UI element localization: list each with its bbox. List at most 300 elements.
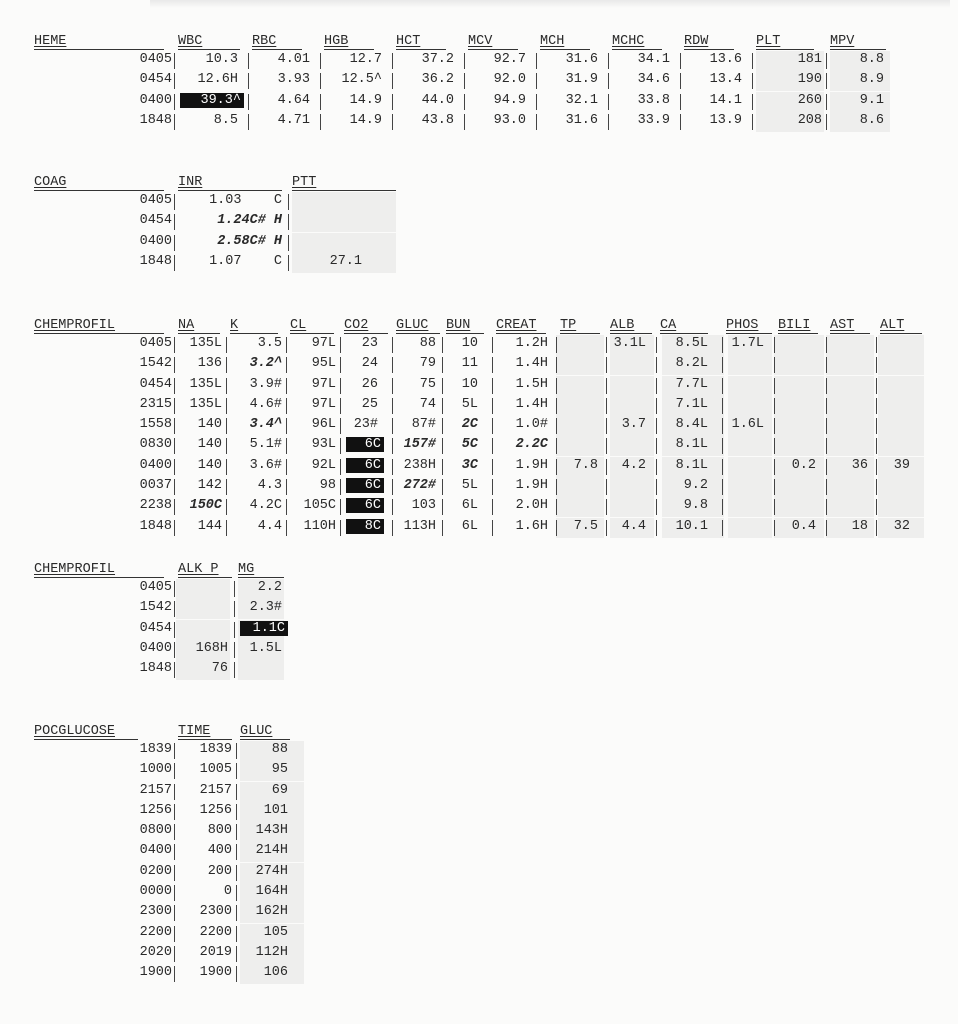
column-separator — [606, 398, 607, 414]
column-separator — [174, 642, 175, 658]
column-separator — [234, 662, 235, 678]
section-title-underline — [34, 49, 164, 50]
column-header-rdw: RDW — [684, 34, 709, 49]
coag-cell-inr: 1.03 C — [209, 193, 282, 208]
column-separator — [608, 114, 609, 130]
chem1-cell-creat: 2.2C — [515, 437, 548, 453]
column-separator — [174, 743, 175, 759]
column-separator — [442, 479, 443, 495]
cell-shading — [176, 620, 230, 640]
heme-cell-mcv: 92.7 — [493, 52, 526, 67]
column-separator — [320, 53, 321, 69]
column-separator — [392, 459, 393, 475]
column-separator — [464, 114, 465, 130]
scan-edge-shadow — [150, 0, 950, 8]
column-separator — [606, 459, 607, 475]
column-separator — [288, 214, 289, 230]
chem1-cell-cl: 95L — [311, 356, 336, 372]
poc-cell-time: 400 — [207, 843, 232, 859]
column-header-underline — [684, 49, 734, 50]
chem2-row-time: 1542 — [139, 600, 172, 616]
column-separator — [340, 459, 341, 475]
column-separator — [680, 94, 681, 110]
chem1-cell-k: 3.5 — [257, 336, 282, 351]
heme-row-time: 1848 — [139, 112, 172, 128]
column-separator — [286, 418, 287, 434]
column-separator — [392, 520, 393, 536]
column-separator — [236, 844, 237, 860]
column-separator — [442, 438, 443, 454]
column-separator — [174, 53, 175, 69]
chem2-cell-mg: 2.2 — [257, 580, 282, 595]
poc-cell-gluc: 214H — [255, 843, 288, 859]
column-separator — [876, 479, 877, 495]
poc-cell-time: 2300 — [199, 904, 232, 920]
column-separator — [174, 459, 175, 475]
heme-cell-plt: 260 — [797, 92, 822, 108]
section-title-underline — [34, 577, 164, 578]
chem1-cell-tp: 7.5 — [573, 518, 598, 534]
heme-cell-hct: 43.8 — [421, 112, 454, 128]
poc-cell-time: 1900 — [199, 965, 232, 981]
column-header-underline — [496, 333, 546, 334]
column-header-alk-p: ALK P — [178, 562, 219, 577]
chem1-cell-k: 4.2C — [249, 498, 282, 514]
column-separator — [826, 337, 827, 353]
column-separator — [826, 378, 827, 394]
chem1-cell-co2: 24 — [361, 356, 378, 372]
column-header-mchc: MCHC — [612, 34, 645, 49]
column-separator — [340, 337, 341, 353]
heme-cell-rbc: 4.01 — [277, 52, 310, 67]
column-separator — [174, 337, 175, 353]
column-separator — [226, 520, 227, 536]
column-separator — [236, 946, 237, 962]
cell-shading — [728, 518, 772, 538]
cell-shading — [176, 599, 230, 619]
chem1-row-time: 1558 — [139, 417, 172, 433]
column-separator — [492, 520, 493, 536]
chem1-cell-cl: 96L — [311, 417, 336, 433]
cell-shading — [826, 355, 874, 375]
column-header-underline — [240, 739, 290, 740]
column-header-co2: CO2 — [344, 318, 369, 333]
column-separator — [174, 235, 175, 251]
chem1-cell-na: 135L — [189, 376, 222, 392]
coag-cell-ptt: 27.1 — [329, 253, 362, 269]
column-header-underline — [178, 49, 240, 50]
heme-cell-plt: 181 — [797, 52, 822, 67]
column-separator — [876, 499, 877, 515]
cell-shading — [774, 477, 824, 497]
column-separator — [234, 581, 235, 597]
chem1-cell-ca: 10.1 — [675, 518, 708, 534]
column-separator — [174, 763, 175, 779]
column-separator — [174, 865, 175, 881]
chem1-cell-ca: 7.7L — [675, 376, 708, 392]
column-header-gluc: GLUC — [396, 318, 429, 333]
column-header-cl: CL — [290, 318, 307, 333]
cell-shading — [610, 376, 654, 396]
chem2-row-time: 1848 — [139, 661, 172, 677]
chem1-row-time: 1848 — [139, 518, 172, 534]
cell-shading — [292, 233, 396, 253]
column-separator — [174, 784, 175, 800]
column-separator — [286, 520, 287, 536]
poc-cell-gluc: 112H — [255, 944, 288, 960]
column-separator — [774, 479, 775, 495]
heme-cell-mch: 31.6 — [565, 112, 598, 128]
chem1-cell-tp: 7.8 — [573, 457, 598, 473]
column-separator — [174, 499, 175, 515]
column-separator — [656, 438, 657, 454]
column-header-gluc: GLUC — [240, 724, 273, 739]
heme-cell-mpv: 8.6 — [859, 112, 884, 128]
column-separator — [442, 378, 443, 394]
poc-cell-time: 0 — [223, 884, 232, 900]
chem1-cell-na: 135L — [189, 336, 222, 351]
column-header-underline — [612, 49, 662, 50]
column-separator — [492, 418, 493, 434]
cell-shading — [774, 355, 824, 375]
column-separator — [656, 398, 657, 414]
poc-row-time: 1900 — [139, 965, 172, 981]
column-separator — [680, 73, 681, 89]
column-separator — [340, 357, 341, 373]
poc-cell-time: 2200 — [199, 924, 232, 940]
heme-cell-mchc: 33.9 — [637, 112, 670, 128]
chem1-cell-creat: 1.0# — [515, 417, 548, 433]
poc-cell-gluc: 88 — [271, 742, 288, 757]
column-separator — [536, 53, 537, 69]
column-header-alb: ALB — [610, 318, 635, 333]
chem1-cell-alb: 4.2 — [621, 457, 646, 473]
column-separator — [492, 459, 493, 475]
column-separator — [876, 337, 877, 353]
column-separator — [234, 601, 235, 617]
poc-cell-gluc: 69 — [271, 782, 288, 798]
column-separator — [442, 520, 443, 536]
chem1-cell-bun: 6L — [461, 498, 478, 514]
column-separator — [556, 438, 557, 454]
column-separator — [174, 438, 175, 454]
chem1-cell-creat: 1.4H — [515, 396, 548, 412]
heme-cell-rbc: 4.71 — [277, 112, 310, 128]
column-header-underline — [830, 49, 886, 50]
chem1-cell-na: 140 — [197, 457, 222, 473]
column-separator — [288, 194, 289, 210]
column-separator — [174, 581, 175, 597]
chem2-row-time: 0454 — [139, 620, 172, 636]
poc-cell-time: 1005 — [199, 762, 232, 778]
column-separator — [392, 73, 393, 89]
heme-cell-mchc: 33.8 — [637, 92, 670, 108]
column-separator — [286, 378, 287, 394]
column-separator — [876, 378, 877, 394]
column-separator — [826, 94, 827, 110]
chem1-row-time: 0037 — [139, 478, 172, 494]
cell-shading — [826, 436, 874, 456]
column-separator — [826, 418, 827, 434]
column-header-mch: MCH — [540, 34, 565, 49]
coag-row-time: 0400 — [139, 233, 172, 249]
poc-cell-gluc: 164H — [255, 884, 288, 900]
column-separator — [826, 357, 827, 373]
poc-row-time: 2300 — [139, 904, 172, 920]
column-separator — [174, 601, 175, 617]
chem1-cell-gluc: 79 — [419, 356, 436, 372]
chem1-cell-creat: 1.5H — [515, 376, 548, 392]
column-separator — [492, 438, 493, 454]
column-separator — [442, 357, 443, 373]
column-separator — [236, 804, 237, 820]
column-separator — [226, 499, 227, 515]
cell-shading — [774, 376, 824, 396]
heme-cell-rdw: 14.1 — [709, 92, 742, 108]
heme-cell-hct: 44.0 — [421, 92, 454, 108]
heme-cell-wbc: 39.3^ — [180, 93, 244, 108]
cell-shading — [610, 477, 654, 497]
column-separator — [392, 499, 393, 515]
column-separator — [236, 865, 237, 881]
chem1-cell-creat: 2.0H — [515, 498, 548, 514]
chem1-cell-gluc: 87# — [411, 417, 436, 433]
chem1-cell-alb: 3.1L — [613, 336, 646, 351]
chem1-cell-co2: 23 — [361, 336, 378, 351]
chem1-cell-bun: 5C — [461, 437, 478, 453]
column-separator — [286, 357, 287, 373]
column-separator — [556, 479, 557, 495]
column-header-underline — [344, 333, 388, 334]
column-separator — [248, 53, 249, 69]
column-separator — [340, 378, 341, 394]
cell-shading — [610, 396, 654, 416]
chem1-cell-alt: 39 — [893, 457, 910, 473]
heme-row-time: 0454 — [139, 72, 172, 88]
chem2-section-title: CHEMPROFIL — [34, 562, 116, 577]
cell-shading — [878, 355, 924, 375]
column-separator — [392, 94, 393, 110]
column-header-underline — [778, 333, 818, 334]
chem1-cell-cl: 93L — [311, 437, 336, 453]
section-title-underline — [34, 190, 164, 191]
column-separator — [174, 378, 175, 394]
cell-shading — [878, 376, 924, 396]
chem1-cell-creat: 1.9H — [515, 457, 548, 473]
column-separator — [826, 438, 827, 454]
cell-shading — [556, 497, 604, 517]
chem1-cell-k: 3.9# — [249, 376, 282, 392]
cell-shading — [238, 660, 284, 680]
chem1-cell-bun: 10 — [461, 376, 478, 392]
chem1-cell-ca: 8.5L — [675, 336, 708, 351]
cell-shading — [826, 477, 874, 497]
column-separator — [174, 94, 175, 110]
column-separator — [236, 885, 237, 901]
column-separator — [174, 114, 175, 130]
heme-cell-mchc: 34.1 — [637, 52, 670, 67]
column-separator — [392, 418, 393, 434]
column-separator — [826, 520, 827, 536]
heme-cell-mcv: 94.9 — [493, 92, 526, 108]
column-header-tp: TP — [560, 318, 577, 333]
column-separator — [226, 337, 227, 353]
column-header-wbc: WBC — [178, 34, 203, 49]
column-separator — [340, 479, 341, 495]
column-separator — [556, 459, 557, 475]
cell-shading — [556, 376, 604, 396]
section-title-underline — [34, 333, 164, 334]
cell-shading — [728, 355, 772, 375]
column-separator — [656, 357, 657, 373]
chem2-cell-mg: 1.1C — [240, 621, 288, 636]
poc-row-time: 2020 — [139, 944, 172, 960]
column-header-plt: PLT — [756, 34, 781, 49]
chem1-cell-alb: 3.7 — [621, 417, 646, 433]
chem1-cell-ca: 9.8 — [683, 498, 708, 514]
column-separator — [606, 438, 607, 454]
column-separator — [442, 398, 443, 414]
heme-cell-wbc: 10.3 — [205, 52, 238, 67]
column-separator — [248, 73, 249, 89]
cell-shading — [728, 436, 772, 456]
chem1-cell-bili: 0.2 — [791, 457, 816, 473]
column-separator — [774, 357, 775, 373]
column-separator — [174, 398, 175, 414]
column-separator — [236, 926, 237, 942]
chem1-cell-k: 4.4 — [257, 518, 282, 534]
chem1-cell-bun: 5L — [461, 396, 478, 412]
column-separator — [286, 499, 287, 515]
heme-cell-wbc: 12.6H — [197, 72, 238, 88]
column-separator — [174, 926, 175, 942]
cell-shading — [610, 497, 654, 517]
cell-shading — [774, 436, 824, 456]
poc-cell-time: 2157 — [199, 782, 232, 798]
cell-shading — [826, 497, 874, 517]
column-separator — [556, 337, 557, 353]
heme-cell-hgb: 12.7 — [349, 52, 382, 67]
chem1-cell-gluc: 88 — [419, 336, 436, 351]
column-separator — [774, 418, 775, 434]
poc-row-time: 2157 — [139, 782, 172, 798]
poc-cell-gluc: 105 — [263, 924, 288, 940]
cell-shading — [556, 335, 604, 355]
column-separator — [608, 94, 609, 110]
chem1-cell-alt: 32 — [893, 518, 910, 534]
chem1-cell-cl: 105C — [303, 498, 336, 514]
column-header-underline — [726, 333, 772, 334]
cell-shading — [556, 355, 604, 375]
cell-shading — [878, 335, 924, 355]
column-separator — [722, 357, 723, 373]
column-separator — [826, 73, 827, 89]
column-separator — [320, 73, 321, 89]
column-separator — [340, 520, 341, 536]
column-separator — [320, 94, 321, 110]
column-header-phos: PHOS — [726, 318, 759, 333]
column-separator — [608, 53, 609, 69]
chem1-cell-bun: 11 — [461, 356, 478, 372]
column-separator — [442, 337, 443, 353]
column-header-underline — [830, 333, 870, 334]
heme-cell-mch: 32.1 — [565, 92, 598, 108]
column-separator — [492, 357, 493, 373]
cell-shading — [556, 436, 604, 456]
column-separator — [174, 357, 175, 373]
heme-row-time: 0405 — [139, 52, 172, 67]
column-separator — [236, 905, 237, 921]
chem1-cell-creat: 1.6H — [515, 518, 548, 534]
column-header-underline — [178, 333, 220, 334]
coag-row-time: 1848 — [139, 253, 172, 269]
poc-row-time: 1000 — [139, 762, 172, 778]
column-separator — [392, 357, 393, 373]
cell-shading — [176, 579, 230, 599]
column-separator — [556, 378, 557, 394]
heme-cell-hct: 37.2 — [421, 52, 454, 67]
column-separator — [556, 520, 557, 536]
column-separator — [442, 459, 443, 475]
chem1-section-title: CHEMPROFIL — [34, 318, 116, 333]
chem1-cell-bun: 2C — [461, 417, 478, 433]
poc-row-time: 2200 — [139, 924, 172, 940]
chem1-cell-gluc: 113H — [403, 518, 436, 534]
column-separator — [174, 479, 175, 495]
column-separator — [774, 520, 775, 536]
heme-cell-mpv: 8.9 — [859, 72, 884, 88]
cell-shading — [878, 477, 924, 497]
chem1-cell-bun: 3C — [461, 457, 478, 473]
column-separator — [680, 114, 681, 130]
column-separator — [492, 378, 493, 394]
chem1-cell-gluc: 103 — [411, 498, 436, 514]
chem1-row-time: 0405 — [139, 336, 172, 351]
chem1-cell-co2: 6C — [346, 458, 384, 473]
column-header-underline — [468, 49, 518, 50]
column-separator — [248, 114, 249, 130]
chem1-cell-bun: 6L — [461, 518, 478, 534]
column-separator — [606, 357, 607, 373]
chem1-cell-bun: 5L — [461, 478, 478, 494]
column-separator — [174, 255, 175, 271]
column-separator — [464, 53, 465, 69]
column-separator — [536, 73, 537, 89]
column-separator — [606, 418, 607, 434]
column-separator — [774, 398, 775, 414]
column-header-hct: HCT — [396, 34, 421, 49]
chem1-row-time: 1542 — [139, 356, 172, 372]
column-separator — [226, 357, 227, 373]
heme-section-title: HEME — [34, 34, 67, 49]
column-separator — [492, 479, 493, 495]
column-separator — [288, 255, 289, 271]
column-separator — [174, 418, 175, 434]
chem2-cell-alk-p: 76 — [211, 661, 228, 677]
column-separator — [286, 479, 287, 495]
cell-shading — [556, 396, 604, 416]
column-header-underline — [396, 49, 446, 50]
column-header-rbc: RBC — [252, 34, 277, 49]
cell-shading — [774, 497, 824, 517]
column-header-underline — [230, 333, 278, 334]
cell-shading — [878, 396, 924, 416]
heme-cell-hgb: 12.5^ — [341, 72, 382, 88]
column-separator — [288, 235, 289, 251]
chem1-cell-phos: 1.6L — [731, 417, 764, 433]
column-separator — [826, 398, 827, 414]
column-separator — [340, 499, 341, 515]
